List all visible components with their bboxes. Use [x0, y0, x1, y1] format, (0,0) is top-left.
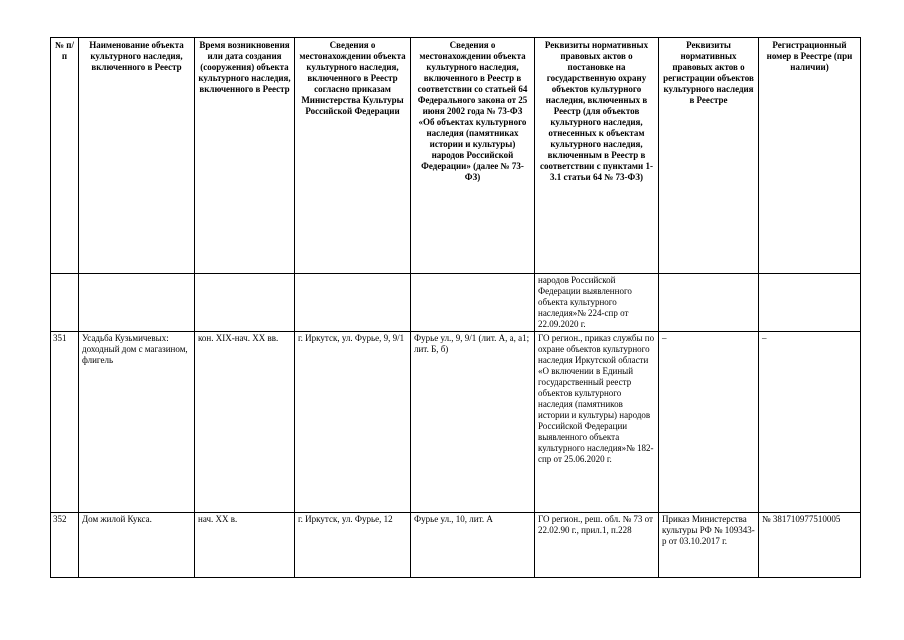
cell-empty [79, 274, 195, 332]
cell-location-law: Фурье ул., 10, лит. А [411, 513, 535, 578]
heritage-registry-table [50, 37, 861, 578]
header-registration-acts: Реквизиты нормативных правовых актов о регистрации объектов культурного наследия в Реестре [659, 38, 759, 274]
cell-date: кон. XIX-нач. XX вв. [195, 332, 295, 513]
cell-location-order: г. Иркутск, ул. Фурье, 12 [295, 513, 411, 578]
header-location-law: Сведения о местонахождении объекта культурного наследия, включенного в Реестр в соответствии со статьей 64 Федерального закона от 25 июня 2002 года № 73-ФЗ «Об объектах культурного наследия (памятниках истории и культуры) народов Российской Федерации» (далее № 73-ФЗ) [411, 38, 535, 274]
cell-empty [195, 274, 295, 332]
table-row [51, 332, 861, 513]
cell-empty [659, 274, 759, 332]
cell-reg-number: – [759, 332, 861, 513]
header-reg-number: Регистрационный номер в Реестре (при наличии) [759, 38, 861, 274]
table-row-continuation [51, 274, 861, 332]
cell-empty [411, 274, 535, 332]
cell-name: Дом жилой Кукса. [79, 513, 195, 578]
cell-acts: ГО регион., реш. обл. № 73 от 22.02.90 г., прил.1, п.228 [535, 513, 659, 578]
table-header-row [51, 38, 861, 274]
header-location-order: Сведения о местонахождении объекта культурного наследия, включенного в Реестр согласно приказам Министерства Культуры Российской Федерации [295, 38, 411, 274]
cell-empty [51, 274, 79, 332]
header-date: Время возникновения или дата создания (сооружения) объекта культурного наследия, включенного в Реестр [195, 38, 295, 274]
cell-number: 351 [51, 332, 79, 513]
cell-registration-acts: Приказ Министерства культуры РФ № 109343-р от 03.10.2017 г. [659, 513, 759, 578]
table-row [51, 513, 861, 578]
cell-date: нач. XX в. [195, 513, 295, 578]
cell-registration-acts: – [659, 332, 759, 513]
cell-name: Усадьба Кузьмичевых: доходный дом с магазином, флигель [79, 332, 195, 513]
cell-empty [295, 274, 411, 332]
header-number: № п/п [51, 38, 79, 274]
cell-reg-number: № 381710977510005 [759, 513, 861, 578]
cell-location-order: г. Иркутск, ул. Фурье, 9, 9/1 [295, 332, 411, 513]
cell-acts: народов Российской Федерации выявленного объекта культурного наследия»№ 224-спр от 22.09.2020 г. [535, 274, 659, 332]
cell-location-law: Фурье ул., 9, 9/1 (лит. А, а, а1; лит. Б, б) [411, 332, 535, 513]
cell-number: 352 [51, 513, 79, 578]
header-name: Наименование объекта культурного наследия, включенного в Реестр [79, 38, 195, 274]
cell-acts: ГО регион., приказ службы по охране объектов культурного наследия Иркутской области «О включении в Единый государственный реестр объектов культурного наследия (памятников истории и культуры) народов Российской Федерации выявленного объекта культурного наследия»№ 182-спр от 25.06.2020 г. [535, 332, 659, 513]
cell-empty [759, 274, 861, 332]
header-acts: Реквизиты нормативных правовых актов о постановке на государственную охрану объектов культурного наследия, включенных в Реестр (для объектов культурного наследия, отнесенных к объектам культурного наследия, включенным в Реестр в соответствии с пунктами 1-3.1 статьи 64 № 73-ФЗ) [535, 38, 659, 274]
